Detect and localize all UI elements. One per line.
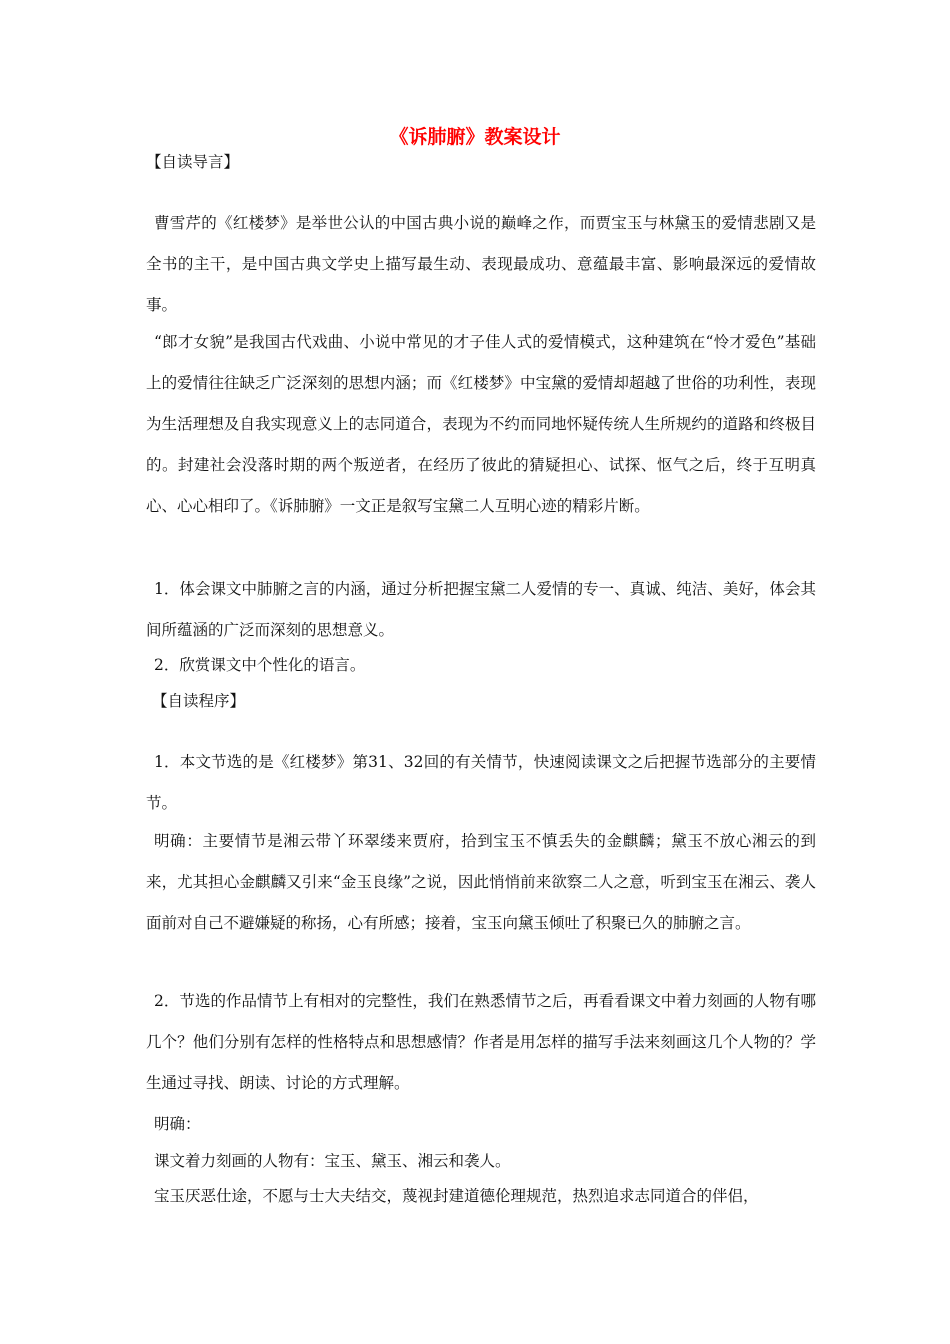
intro-paragraph-2: “郎才女貌”是我国古代戏曲、小说中常见的才子佳人式的爱情模式，这种建筑在“怜才爱色”基础上的爱情往往缺乏广泛深刻的思想内涵；而《红楼梦》中宝黛的爱情却超越了世俗的功利性，表现为生活理想及自我实现意义上的志同道合，表现为不约而同地怀疑传统人生所规约的道路和终极目的。封建社会没落时期的两个叛逆者，在经历了彼此的猜疑担心、试探、怄气之后，终于互明真心、心心相印了。《诉肺腑》一文正是叙写宝黛二人互明心迹的精彩片断。 [146, 333, 816, 515]
section-heading-intro: 【自读导言】 [146, 153, 240, 171]
intro-paragraph-1: 曹雪芹的《红楼梦》是举世公认的中国古典小说的巅峰之作，而贾宝玉与林黛玉的爱情悲剧又是全书的主干，是中国古典文学史上描写最生动、表现最成功、意蕴最丰富、影响最深远的爱情故事。 [146, 214, 816, 314]
document-title: 《诉肺腑》教案设计 [389, 126, 561, 148]
goal-item-2: 2．欣赏课文中个性化的语言。 [154, 656, 366, 674]
procedure-item-2: 2．节选的作品情节上有相对的完整性，我们在熟悉情节之后，再看看课文中着力刻画的人物有哪几个？他们分别有怎样的性格特点和思想感情？作者是用怎样的描写手法来刻画这几个人物的？学生通过寻找、朗读、讨论的方式理解。 [146, 992, 816, 1092]
characters-line: 课文着力刻画的人物有：宝玉、黛玉、湘云和袭人。 [154, 1152, 511, 1170]
goal-item-1: 1．体会课文中肺腑之言的内涵，通过分析把握宝黛二人爱情的专一、真诚、纯洁、美好，体会其间所蕴涵的广泛而深刻的思想意义。 [146, 580, 816, 639]
procedure-item-1: 1．本文节选的是《红楼梦》第31、32回的有关情节，快速阅读课文之后把握节选部分的主要情节。 [146, 753, 816, 812]
answer-label: 明确： [154, 1115, 201, 1133]
section-heading-procedure: 【自读程序】 [152, 692, 246, 710]
procedure-answer-1: 明确：主要情节是湘云带丫环翠缕来贾府，拾到宝玉不慎丢失的金麒麟；黛玉不放心湘云的到来，尤其担心金麒麟又引来“金玉良缘”之说，因此悄悄前来欲察二人之意，听到宝玉在湘云、袭人面前对自己不避嫌疑的称扬，心有所感；接着，宝玉向黛玉倾吐了积聚已久的肺腑之言。 [146, 832, 816, 932]
baoyu-line: 宝玉厌恶仕途，不愿与士大夫结交，蔑视封建道德伦理规范，热烈追求志同道合的伴侣， [154, 1187, 759, 1205]
